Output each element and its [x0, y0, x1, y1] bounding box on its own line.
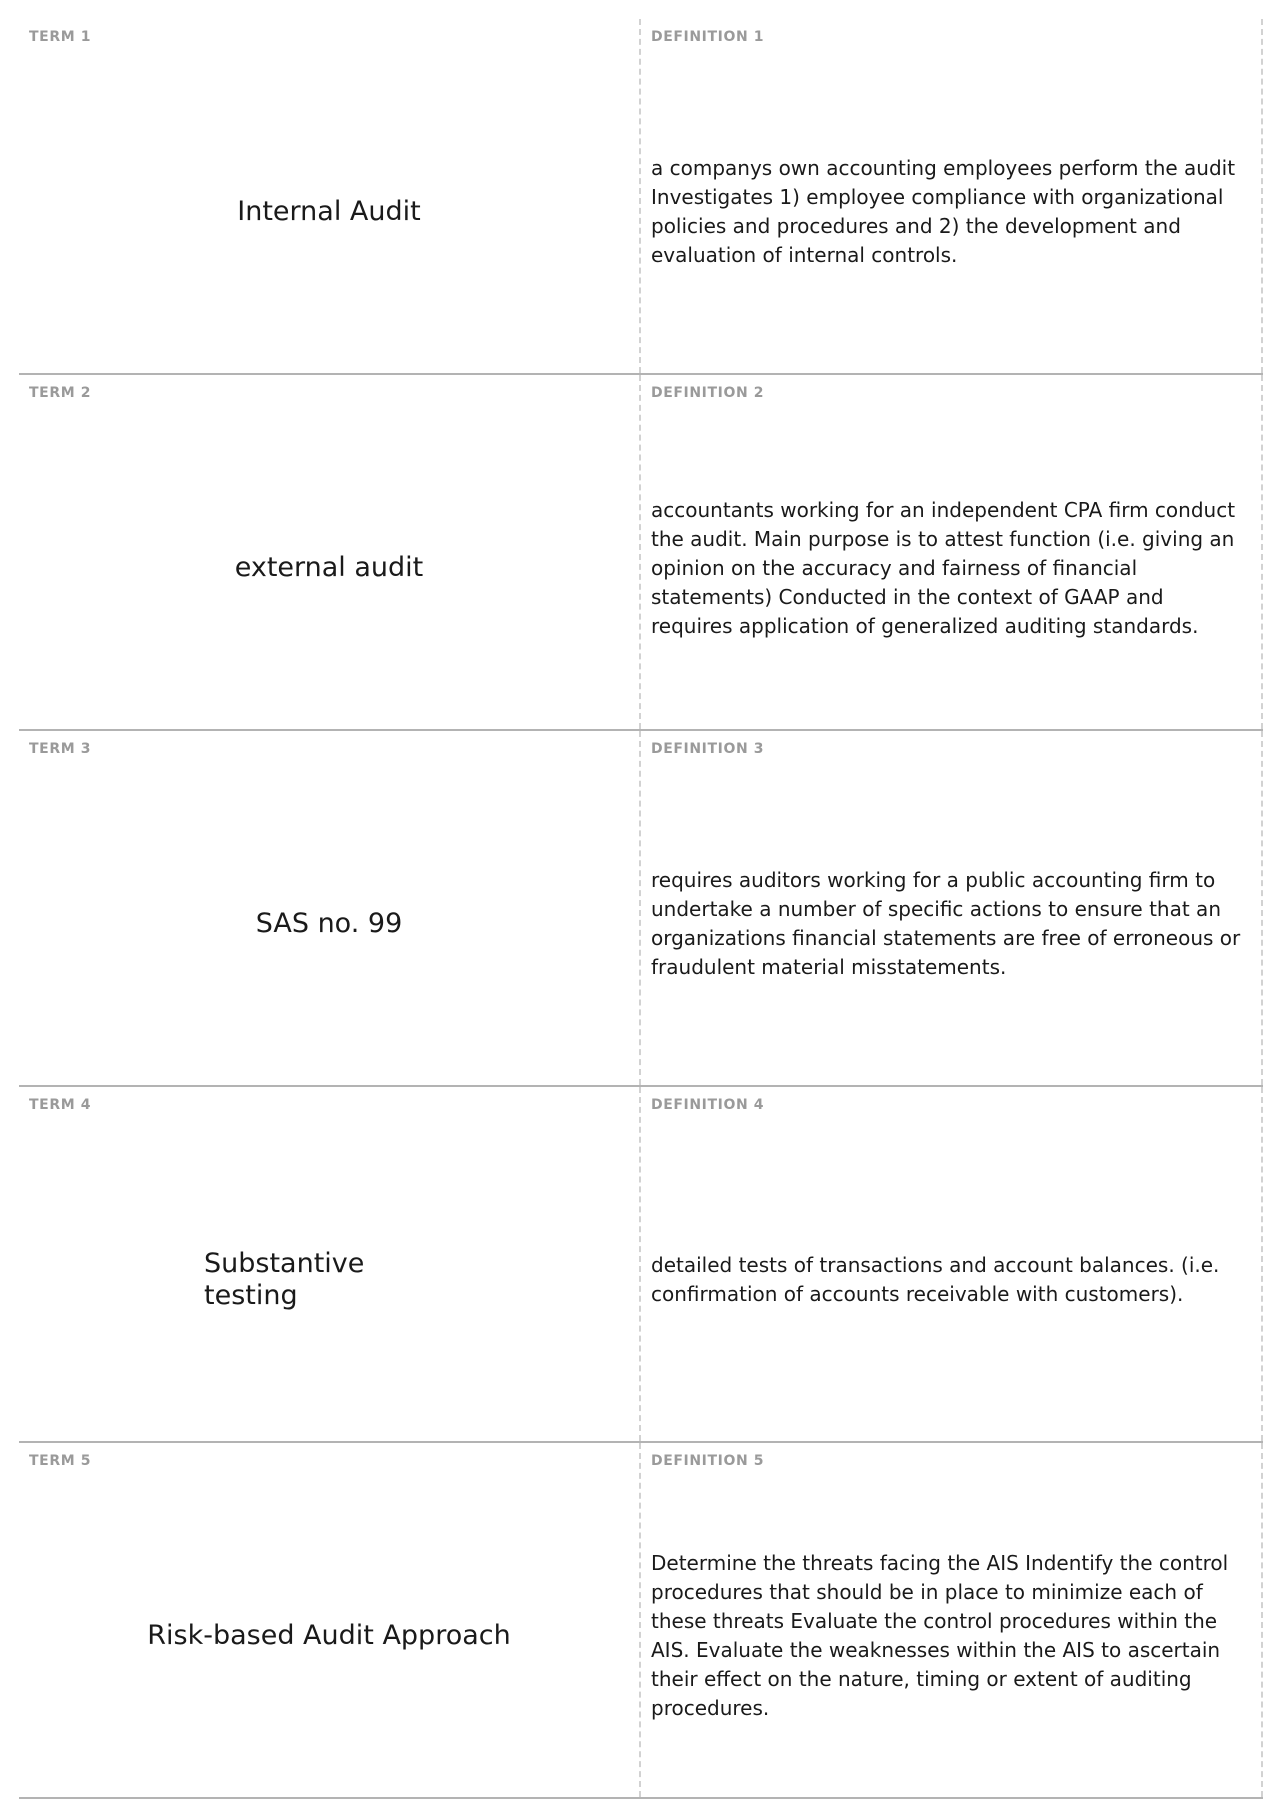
definition-label: DEFINITION 4: [651, 1097, 765, 1113]
definition-value: a companys own accounting employees perform the audit Investigates 1) employee compliance with organizational policies and procedures and 2) the development and evaluation of internal controls.: [651, 156, 1236, 267]
flashcard-row: [19, 1443, 1263, 1799]
term-text: [19, 417, 639, 719]
definition-cell: [641, 19, 1263, 373]
term-label: TERM 5: [29, 1453, 92, 1469]
flashcard-row: [19, 375, 1263, 731]
definition-label: DEFINITION 5: [651, 1453, 765, 1469]
definition-cell: [641, 731, 1263, 1085]
term-cell: [19, 19, 641, 373]
definition-value: detailed tests of transactions and account balances. (i.e. confirmation of accounts receivable with customers).: [651, 1253, 1220, 1306]
term-value: Substantive testing: [204, 1247, 365, 1311]
definition-text: [651, 1485, 1251, 1787]
definition-text: [651, 417, 1251, 719]
definition-label: DEFINITION 3: [651, 741, 765, 757]
definition-text: [651, 773, 1251, 1075]
definition-value: accountants working for an independent CPA firm conduct the audit. Main purpose is to attest function (i.e. giving an opinion on the accuracy and fairness of financial statements) Conducted in the context of GAAP and requires application of generalized auditing standards.: [651, 497, 1236, 638]
term-value: Internal Audit: [237, 195, 421, 227]
definition-text: [651, 61, 1251, 363]
definition-label: DEFINITION 1: [651, 29, 765, 45]
definition-value: requires auditors working for a public accounting firm to undertake a number of specific actions to ensure that an organizations financial statements are free of erroneous or fraudulent material misstatements.: [651, 868, 1241, 979]
term-value: SAS no. 99: [255, 907, 403, 939]
flashcard-sheet: [19, 19, 1263, 1799]
term-value: Risk-based Audit Approach: [147, 1619, 511, 1651]
term-label: TERM 2: [29, 385, 92, 401]
flashcard-row: [19, 19, 1263, 375]
flashcard-row: [19, 731, 1263, 1087]
term-text: [19, 61, 639, 363]
definition-label: DEFINITION 2: [651, 385, 765, 401]
term-cell: [19, 731, 641, 1085]
term-text: [19, 1129, 639, 1431]
definition-cell: [641, 375, 1263, 729]
term-label: TERM 3: [29, 741, 92, 757]
term-label: TERM 4: [29, 1097, 92, 1113]
term-cell: [19, 375, 641, 729]
term-cell: [19, 1087, 641, 1441]
term-text: [19, 773, 639, 1075]
term-value: external audit: [234, 551, 424, 583]
term-label: TERM 1: [29, 29, 92, 45]
term-cell: [19, 1443, 641, 1797]
term-text: [19, 1485, 639, 1787]
definition-value: Determine the threats facing the AIS Indentify the control procedures that should be in place to minimize each of these threats Evaluate the control procedures within the AIS. Evaluate the weaknesses within the AIS to ascertain their effect on the nature, timing or extent of auditing procedures.: [651, 1551, 1229, 1720]
definition-cell: [641, 1443, 1263, 1797]
definition-text: [651, 1129, 1251, 1431]
definition-cell: [641, 1087, 1263, 1441]
flashcard-row: [19, 1087, 1263, 1443]
